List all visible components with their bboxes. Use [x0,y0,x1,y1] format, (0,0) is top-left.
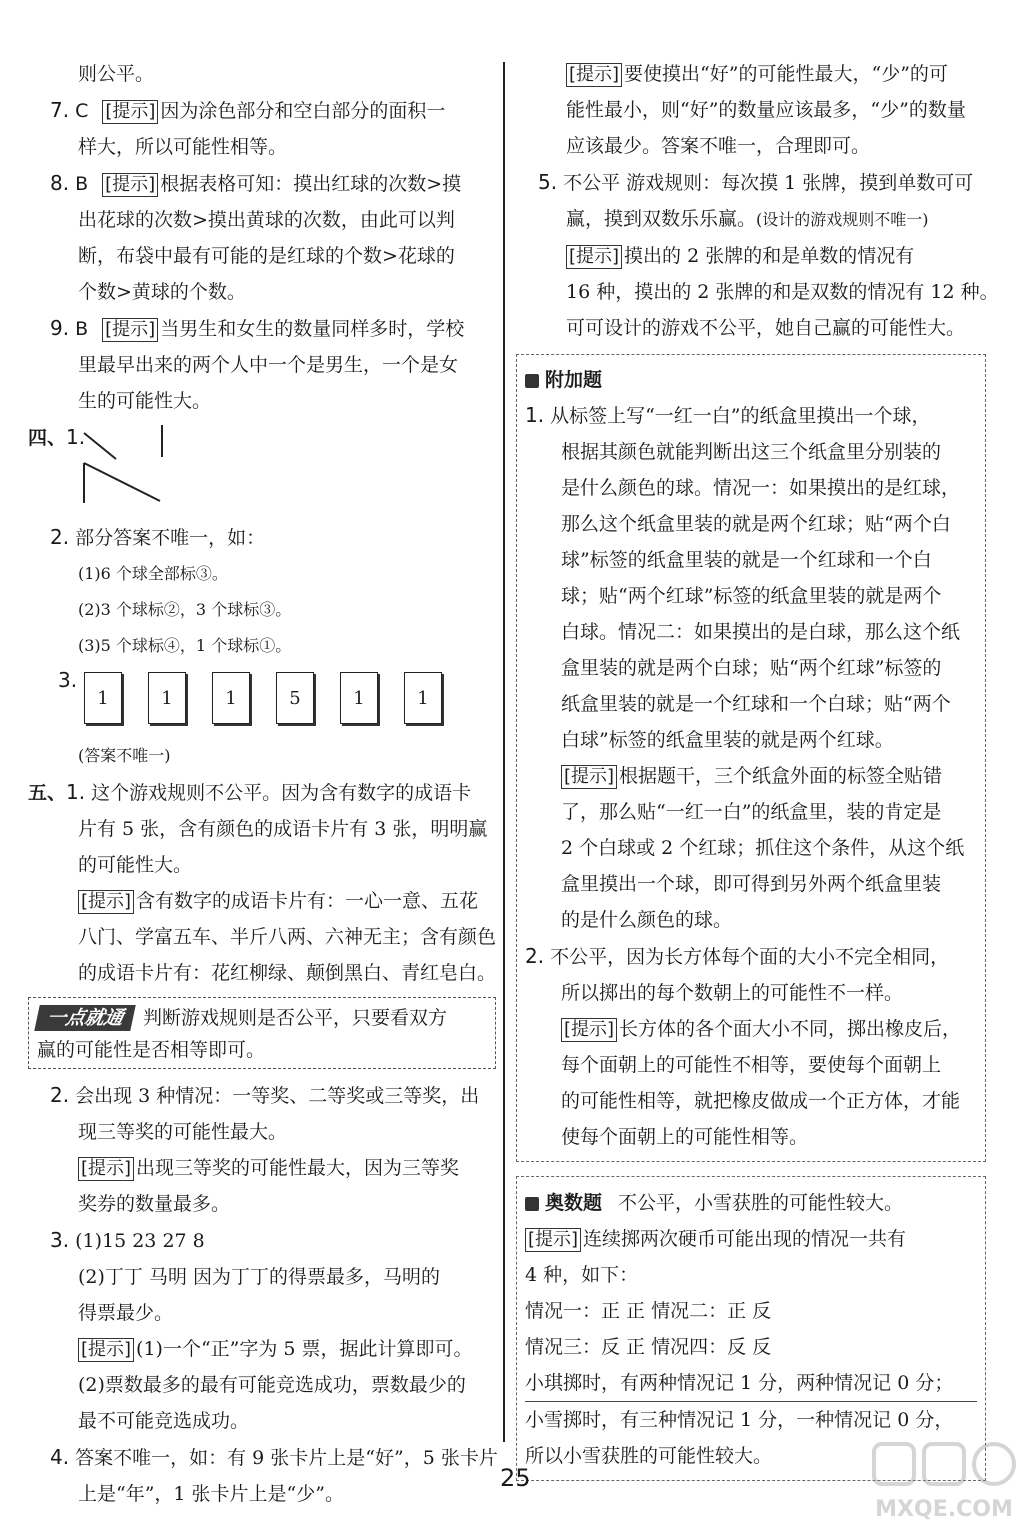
text-line: 4 种，如下： [525,1264,639,1286]
number-card: 1 [212,672,250,724]
text-line: 白球。情况二：如果摸出的是白球，那么这个纸 [561,621,961,643]
text-line: 可可设计的游戏不公平，她自己赢的可能性大。 [566,317,966,339]
number-card: 1 [148,672,186,724]
text-line: 部分答案不唯一，如： [75,527,266,549]
question-number: 1. [66,425,86,449]
text-line: 连续掷两次硬币可能出现的情况一共有 [583,1228,907,1250]
callout-tag: 一点就通 [34,1005,136,1031]
hint-tag: [提示] [561,1018,617,1042]
section-4-question-2 [28,519,496,664]
section-5-question-1 [28,774,496,991]
text-line: 盒里装的就是两个白球；贴“两个红球”标签的 [561,657,942,679]
question-number: 7. [50,98,70,122]
watermark-icon [864,1438,1024,1528]
note: (设计的游戏规则不唯一) [756,210,929,229]
text-line: 能性最小，则“好”的数量应该最多，“少”的数量 [566,99,966,121]
text-line: 这个游戏规则不公平。因为含有数字的成语卡 [91,782,472,804]
watermark-logo [864,1438,1024,1528]
question-number: 3. [58,668,78,692]
text-line: 的可能性相等，就把橡皮做成一个正方体，才能 [561,1090,961,1112]
question-number: 2. [525,944,545,968]
text-line: 是什么颜色的球。情况一：如果摸出的是红球， [561,477,961,499]
text-line: 了，那么贴“一红一白”的纸盒里，装的肯定是 [561,801,942,823]
hint-tag: [提示] [102,318,158,342]
question-number: 4. [50,1445,70,1469]
text-line: 要使摸出“好”的可能性最大，“少”的可 [624,63,948,85]
text-line: 答案不唯一，如：有 9 张卡片上是“好”，5 张卡片 [75,1447,498,1469]
section-icon [525,1197,539,1211]
hint-tag: [提示] [78,890,134,914]
note: (答案不唯一) [78,746,171,765]
text-line: 球”标签的纸盒里装的就是一个红球和一个白 [561,549,932,571]
text-line: 不公平，因为长方体每个面的大小不完全相同， [550,946,950,968]
text-line: 的成语卡片有：花红柳绿、颠倒黑白、青红皂白。 [78,962,497,984]
hint-tag: [提示] [561,765,617,789]
text-line: (1)15 23 27 8 [75,1230,205,1252]
question-number: 1. [66,780,86,804]
section-5-question-2 [28,1077,496,1222]
text-line: 16 种，摸出的 2 张牌的和是双数的情况有 12 种。 [566,281,999,303]
question-number: 9. [50,316,70,340]
text-line: 含有数字的成语卡片有：一心一意、五花 [136,890,479,912]
text-line: 那么这个纸盒里装的就是两个红球；贴“两个白 [561,513,951,535]
hint-tag: [提示] [102,173,158,197]
text-line: 所以掷出的每个数朝上的可能性不一样。 [561,982,904,1004]
section-label: 五、 [28,782,67,804]
text-line: 所以小雪获胜的可能性较大。 [525,1445,773,1467]
text-line: 会出现 3 种情况：一等奖、二等奖或三等奖，出 [75,1085,480,1107]
text-line: 使每个面朝上的可能性相等。 [561,1126,809,1148]
hint-tag: [提示] [78,1338,134,1362]
text-line: 样大，所以可能性相等。 [78,136,288,158]
text-line: 断，布袋中最有可能的是红球的个数>花球的 [78,245,455,267]
text-line: 最不可能竞选成功。 [78,1410,250,1432]
section-icon [525,374,539,388]
question-4-hint [516,56,986,164]
box-title: 附加题 [545,369,603,391]
watermark-text: MXQE.COM [875,1497,1013,1522]
text-line: 个数>黄球的个数。 [78,281,246,303]
text-line: 不公平，小雪获胜的可能性较大。 [618,1192,904,1214]
text-line: 片有 5 张，含有颜色的成语卡片有 3 张，明明赢 [78,818,488,840]
answer-choice: B [75,318,89,340]
text-line: 因为涂色部分和空白部分的面积一 [160,100,446,122]
tip-callout [28,997,496,1069]
question-9 [28,310,496,419]
text-line: 每个面朝上的可能性不相等，要使每个面朝上 [561,1054,942,1076]
text-line: 则公平。 [78,63,155,85]
text-line: 2 个白球或 2 个红球；抓住这个条件，从这个纸 [561,837,965,859]
section-label: 四、 [28,427,67,449]
extra-question-2 [525,938,977,1155]
hint-tag: [提示] [102,100,158,124]
answer-choice: B [75,173,89,195]
match-line [84,433,116,459]
hint-tag: [提示] [525,1228,581,1252]
question-7 [28,92,496,165]
card-row [60,672,442,724]
section-5-question-4 [28,1439,496,1512]
hint-tag: [提示] [78,1157,134,1181]
match-line [84,463,160,501]
olympiad-box [516,1176,986,1481]
text-line: 里最早出来的两个人中一个是男生，一个是女 [78,354,459,376]
text-line: 赢的可能性是否相等即可。 [37,1039,266,1061]
question-number: 2. [50,1083,70,1107]
text-line: 根据其颜色就能判断出这三个纸盒里分别装的 [561,441,942,463]
text-line: 出花球的次数>摸出黄球的次数，由此可以判 [78,209,455,231]
question-number: 5. [538,170,558,194]
answer-choice: C [75,100,89,122]
number-card: 1 [340,672,378,724]
page-number: 25 [500,1464,531,1492]
text-line: 八门、学富五车、半斤八两、六神无主；含有颜色 [78,926,497,948]
text-line: 根据表格可知：摸出红球的次数>摸 [160,173,462,195]
number-card: 1 [404,672,442,724]
matching-lines [76,419,236,519]
extra-question-1 [525,397,977,938]
text-line: 情况三：反 正 情况四：反 反 [525,1336,772,1358]
extra-questions-box [516,354,986,1162]
text-line: (2)丁丁 马明 因为丁丁的得票最多，马明的 [78,1266,440,1288]
text-line: 应该最少。答案不唯一，合理即可。 [566,135,871,157]
text-line: 当男生和女生的数量同样多时，学校 [160,318,465,340]
text-line: 小雪掷时，有三种情况记 1 分，一种情况记 0 分， [525,1401,977,1438]
text-line: 情况一：正 正 情况二：正 反 [525,1300,772,1322]
box-title: 奥数题 [545,1192,603,1214]
question-number: 1. [525,403,545,427]
text-line: 的可能性大。 [78,854,193,876]
text-line: 球；贴“两个红球”标签的纸盒里装的就是两个 [561,585,942,607]
text-line: (1)一个“正”字为 5 票，据此计算即可。 [136,1338,473,1360]
text-line: (2)3 个球标②，3 个球标③。 [78,600,292,619]
question-5 [516,164,999,346]
text-line: 生的可能性大。 [78,390,212,412]
hint-tag: [提示] [566,63,622,87]
text-line: 出现三等奖的可能性最大，因为三等奖 [136,1157,460,1179]
number-card: 1 [84,672,122,724]
left-column [28,56,496,1512]
text-line: (2)票数最多的最有可能竞选成功，票数最少的 [78,1374,466,1396]
text-line: 纸盒里装的就是一个红球和一个白球；贴“两个 [561,693,951,715]
section-4-q1-matching [28,419,496,519]
question-number: 8. [50,171,70,195]
text-line: 上是“年”，1 张卡片上是“少”。 [78,1483,344,1505]
text-line: (1)6 个球全部标③。 [78,564,228,583]
text-line: 盒里摸出一个球，即可得到另外两个纸盒里装 [561,873,942,895]
text-line: 的是什么颜色的球。 [561,909,733,931]
question-number: 2. [50,525,70,549]
text-line: 长方体的各个面大小不同，掷出橡皮后， [619,1018,962,1040]
section-4-question-3 [28,668,496,738]
text-line: 得票最少。 [78,1302,174,1324]
text-line: 根据题干，三个纸盒外面的标签全贴错 [619,765,943,787]
text-line: 奖券的数量最多。 [78,1193,231,1215]
text-line: 判断游戏规则是否公平，只要看双方 [143,1007,448,1029]
text-line: 小琪掷时，有两种情况记 1 分，两种情况记 0 分； [525,1372,954,1394]
text-line: 摸出的 2 张牌的和是单数的情况有 [624,245,915,267]
right-column [516,56,999,1481]
text-line: 白球”标签的纸盒里装的就是两个红球。 [561,729,894,751]
number-card: 5 [276,672,314,724]
text-line: 赢，摸到双数乐乐赢。 [566,208,757,230]
text-line: 从标签上写“一红一白”的纸盒里摸出一个球， [550,405,931,427]
text-line: (3)5 个球标④，1 个球标①。 [78,636,292,655]
text-line: 现三等奖的可能性最大。 [78,1121,288,1143]
question-8 [28,165,496,310]
section-5-question-3 [28,1222,496,1439]
hint-tag: [提示] [566,245,622,269]
question-number: 3. [50,1228,70,1252]
column-divider [503,62,505,1442]
text-line: 不公平 游戏规则：每次摸 1 张牌，摸到单数可可 [563,172,974,194]
